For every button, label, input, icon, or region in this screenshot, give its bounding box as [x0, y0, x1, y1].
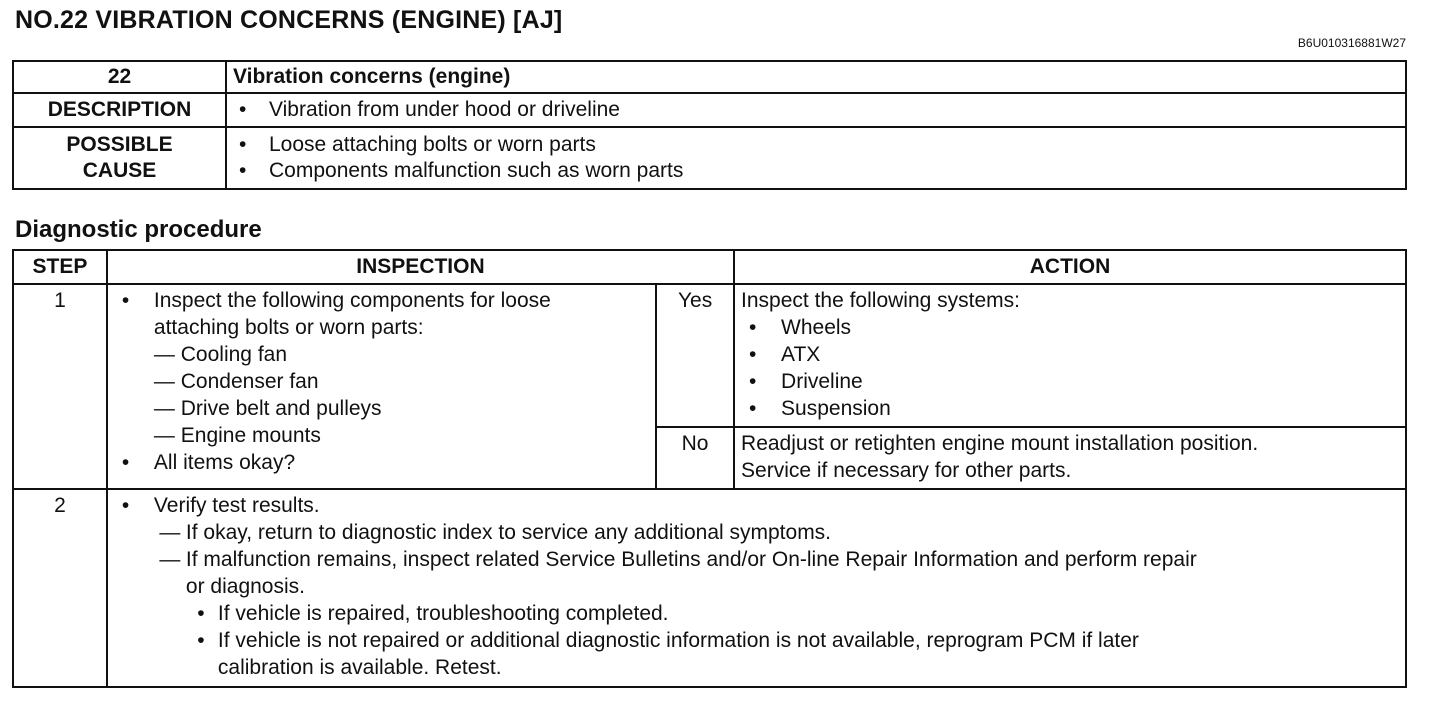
- system-text: Wheels: [781, 316, 852, 339]
- page-title: NO.22 VIBRATION CONCERNS (ENGINE) [AJ]: [15, 6, 563, 34]
- not-repaired-item: [122, 627, 1397, 681]
- document-code: B6U010316881W27: [1297, 36, 1406, 50]
- possible-cause-label: [13, 127, 226, 189]
- description-item: [233, 97, 1405, 123]
- system-item: [741, 368, 1399, 395]
- result-malfunction-text: [186, 546, 1197, 600]
- bullet-icon: •: [239, 133, 247, 156]
- system-text: Suspension: [781, 397, 891, 420]
- step-2-inspection: [107, 489, 1406, 687]
- inspection-intro-line: attaching bolts or worn parts:: [153, 316, 424, 339]
- possible-cause-item: [233, 158, 1405, 184]
- component-text: Cooling fan: [180, 343, 288, 366]
- component-text: Condenser fan: [180, 370, 319, 393]
- description-cell: [226, 93, 1406, 127]
- no-action-line: Service if necessary for other parts.: [741, 459, 1072, 482]
- step-number: 1: [13, 284, 107, 489]
- step-1-inspection: [107, 284, 656, 489]
- system-text: ATX: [781, 343, 821, 366]
- dash-icon: —: [159, 521, 181, 544]
- not-repaired-text: [218, 627, 1139, 681]
- question-text: All items okay?: [153, 451, 296, 474]
- summary-row-description: [13, 93, 1406, 127]
- bullet-icon: •: [749, 343, 757, 366]
- no-action: [734, 427, 1406, 489]
- diagnostic-header-row: [13, 250, 1406, 284]
- yes-action-intro: Inspect the following systems:: [741, 289, 1020, 312]
- yes-action: [734, 284, 1406, 427]
- symptom-summary-table: [12, 60, 1407, 190]
- possible-cause-label-line: CAUSE: [82, 159, 157, 182]
- component-item: — Engine mounts: [153, 424, 321, 447]
- step-2-row: [13, 489, 1406, 687]
- section-title: Diagnostic procedure: [15, 216, 262, 243]
- inspection-question: [122, 449, 647, 476]
- bullet-icon: •: [121, 451, 130, 474]
- bullet-icon: •: [121, 494, 130, 517]
- bullet-icon: •: [197, 602, 205, 625]
- bullet-icon: •: [239, 98, 247, 121]
- malfunction-line: or diagnosis.: [185, 575, 305, 598]
- bullet-icon: •: [239, 159, 247, 182]
- component-item: — Drive belt and pulleys: [153, 397, 382, 420]
- possible-cause-cell: [226, 127, 1406, 189]
- component-text: Drive belt and pulleys: [180, 397, 382, 420]
- inspection-intro-line: Inspect the following components for loose: [153, 289, 551, 312]
- result-okay-text: If okay, return to diagnostic index to service any additional symptoms.: [185, 521, 832, 544]
- bullet-icon: •: [121, 289, 130, 312]
- not-repaired-line: If vehicle is not repaired or additional diagnostic information is not available, reprogram PCM if later: [217, 629, 1139, 652]
- diagnostic-procedure-table: [12, 249, 1407, 688]
- system-item: [741, 314, 1399, 341]
- step-1-yes-row: [13, 284, 1406, 427]
- possible-cause-item: [233, 132, 1405, 158]
- system-item: [741, 341, 1399, 368]
- not-repaired-line: calibration is available. Retest.: [217, 656, 502, 679]
- no-label: No: [656, 427, 734, 489]
- verify-text: Verify test results.: [153, 494, 320, 517]
- system-item: [741, 395, 1399, 422]
- result-okay-item: [122, 519, 1397, 546]
- result-malfunction-item: [122, 546, 1397, 600]
- bullet-icon: •: [749, 370, 757, 393]
- malfunction-line: If malfunction remains, inspect related Service Bulletins and/or On-line Repair Information and perform repair: [185, 548, 1197, 571]
- yes-label: Yes: [656, 284, 734, 427]
- component-item: — Condenser fan: [153, 370, 319, 393]
- action-column-header: ACTION: [734, 250, 1406, 284]
- summary-row-possible-cause: [13, 127, 1406, 189]
- inspection-column-header: INSPECTION: [107, 250, 734, 284]
- step-column-header: STEP: [13, 250, 107, 284]
- repaired-item: [122, 600, 1397, 627]
- component-item: — Cooling fan: [153, 343, 288, 366]
- possible-cause-item-text: Loose attaching bolts or worn parts: [269, 133, 596, 156]
- repaired-text: If vehicle is repaired, troubleshooting completed.: [217, 602, 669, 625]
- description-item-text: Vibration from under hood or driveline: [269, 98, 620, 121]
- bullet-icon: •: [749, 397, 757, 420]
- verify-item: [122, 492, 1397, 519]
- symptom-number: 22: [13, 61, 226, 93]
- step-number: 2: [13, 489, 107, 687]
- symptom-name: Vibration concerns (engine): [226, 61, 1406, 93]
- dash-icon: —: [159, 548, 181, 571]
- no-action-line: Readjust or retighten engine mount installation position.: [741, 432, 1259, 455]
- possible-cause-label-line: POSSIBLE: [66, 133, 173, 156]
- component-text: Engine mounts: [180, 424, 321, 447]
- system-text: Driveline: [781, 370, 863, 393]
- possible-cause-item-text: Components malfunction such as worn parts: [269, 159, 684, 182]
- description-label: DESCRIPTION: [13, 93, 226, 127]
- bullet-icon: •: [749, 316, 757, 339]
- inspection-intro: [154, 287, 551, 341]
- bullet-icon: •: [197, 629, 205, 652]
- summary-row-number: [13, 61, 1406, 93]
- inspection-item: [122, 287, 647, 341]
